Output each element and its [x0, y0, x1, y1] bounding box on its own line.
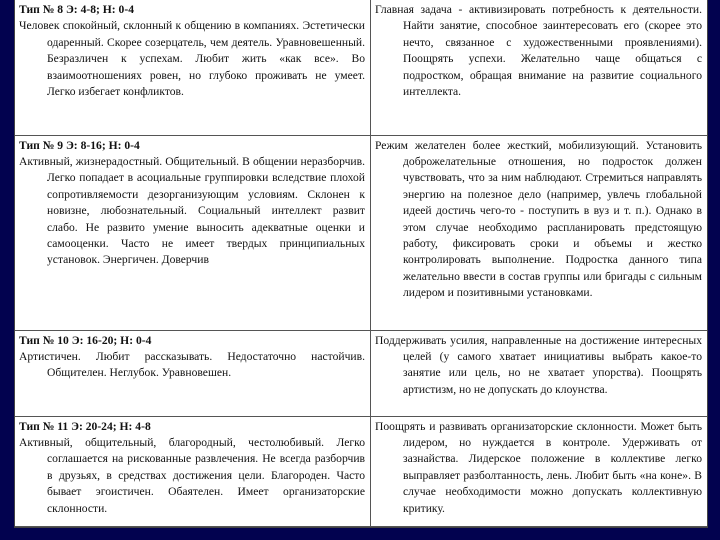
type-description: Человек спокойный, склонный к общению в компаниях. Эстетически одаренный. Скорее созерцатель, чем деятель. Уравновешенный. Безразличен к успехам. Любит жить «как все». Во взаимоотношениях ровен, но глубоко проживать не умеет. Легко избегает конфликтов. — [19, 19, 365, 99]
table-row — [15, 135, 707, 330]
type-description-cell — [15, 0, 371, 135]
recommendation-cell — [371, 416, 708, 526]
type-description-cell — [15, 330, 371, 416]
table-row — [15, 0, 707, 135]
recommendation-text: Главная задача - активизировать потребность к деятельности. Найти занятие, способное заинтересовать его (скорее это нечто, связанное с художественными проявлениями). Поощрять успехи. Желательно чаще общаться с подростком, обращая внимание на развитие социального интеллекта. — [375, 3, 702, 99]
recommendation-cell — [371, 330, 708, 416]
type-description: Активный, общительный, благородный, честолюбивый. Легко соглашается на рискованные развлечения. Не всегда разборчив в друзьях, в средствах достижения цели. Благороден. Часто бывает эгоистичен. Обаятелен. Имеет организаторские склонности. — [19, 435, 365, 515]
recommendation-text: Режим желателен более жесткий, мобилизующий. Установить доброжелательные отношения, но подросток должен чувствовать, что за ним наблюдают. Стремиться направлять энергию на полезное дело (например, увлечь глобальной идеей достичь чего-то - поступить в вуз и т. п.). Однако в этом случае необходимо распланировать предстоящую работу, фиксировать сроки и объемы и жестко контролировать выполнение. Подростка данного типа желательно ввести в состав группы или бригады с сильным лидером и позитивными установками. — [375, 138, 702, 300]
document-page — [14, 0, 708, 528]
recommendation-text: Поощрять и развивать организаторские склонности. Может быть лидером, но нуждается в контроле. Удерживать от зазнайства. Лидерское положение в коллективе легко выправляет разболтанность, лень. Любит быть «на коне». В случае необходимости можно допускать коллективную критику. — [375, 419, 702, 515]
recommendation-cell — [371, 135, 708, 330]
type-heading: Тип № 11 Э: 20-24; Н: 4-8 — [19, 419, 151, 433]
type-description-cell — [15, 135, 371, 330]
recommendation-cell — [371, 0, 708, 135]
types-table — [15, 0, 707, 527]
table-row — [15, 416, 707, 526]
type-description: Артистичен. Любит рассказывать. Недостаточно настойчив. Общителен. Неглубок. Уравновешен. — [19, 349, 365, 380]
table-row — [15, 330, 707, 416]
type-heading: Тип № 10 Э: 16-20; Н: 0-4 — [19, 333, 152, 347]
recommendation-text: Поддерживать усилия, направленные на достижение интересных целей (у самого хватает инициативы выбрать какое-то занятие или цель, но не хватает упорства). Поощрять артистизм, но не допускать до клоунства. — [375, 333, 702, 396]
type-heading: Тип № 9 Э: 8-16; Н: 0-4 — [19, 138, 140, 152]
type-heading: Тип № 8 Э: 4-8; Н: 0-4 — [19, 3, 135, 16]
type-description-cell — [15, 416, 371, 526]
type-description: Активный, жизнерадостный. Общительный. В общении неразборчив. Легко попадает в асоциальные группировки вследствие плохой сопротивляемости дезорганизующим условиям. Склонен к новизне, любознательный. Социальный интеллект развит слабо. Не развито умение выносить адекватные оценки и самооценки. Часто не имеет твердых принципиальных установок. Энергичен. Доверчив — [19, 154, 365, 267]
